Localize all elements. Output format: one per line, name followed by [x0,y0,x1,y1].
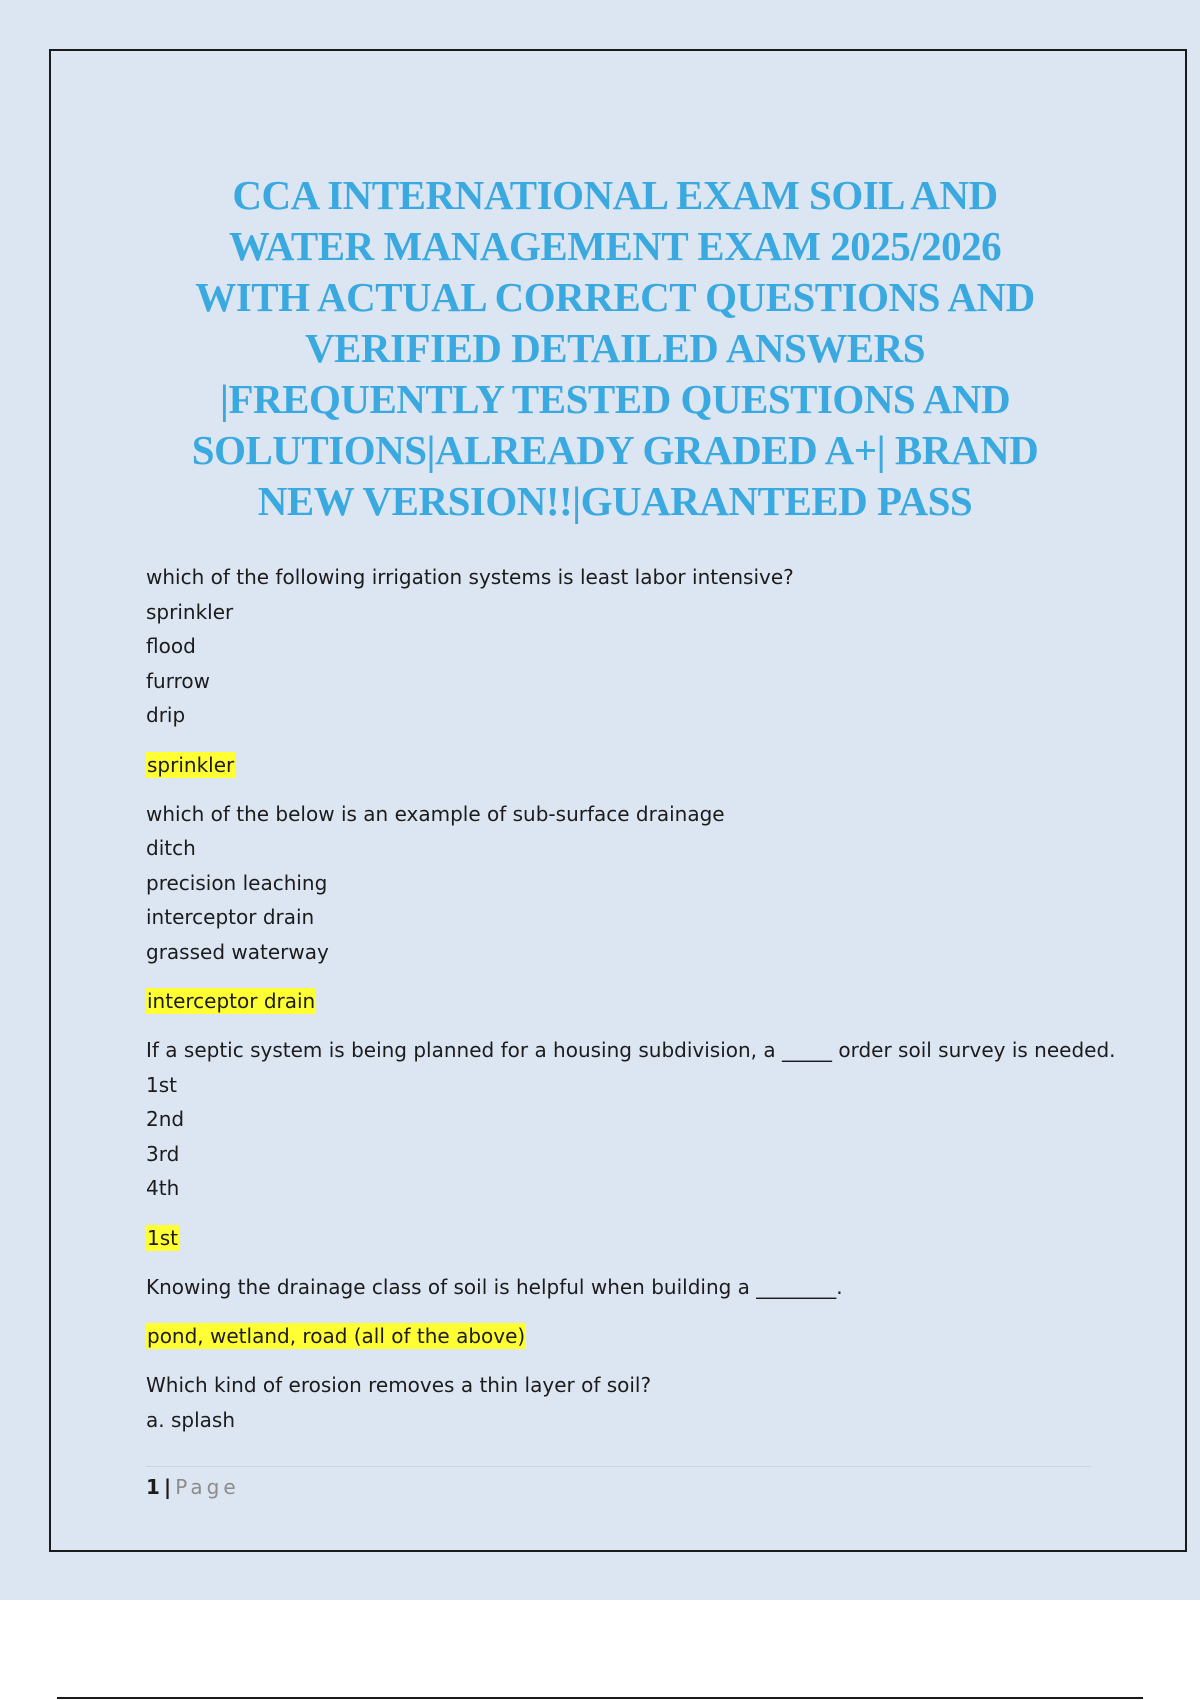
answer-option: flood [146,634,196,658]
title-line: NEW VERSION!!|GUARANTEED PASS [257,478,973,524]
question-block [146,1368,1106,1437]
title-line: SOLUTIONS|ALREADY GRADED A+| BRAND [191,427,1039,473]
answer-option: 4th [146,1176,180,1200]
answer-option: drip [146,703,186,727]
answer-option: sprinkler [146,599,234,624]
title-line: |FREQUENTLY TESTED QUESTIONS AND [219,376,1011,422]
footer-separator: | [163,1475,172,1499]
page-number: 1 [146,1475,160,1499]
page-label: Page [175,1475,240,1499]
document-title [120,170,1110,527]
title-line: CCA INTERNATIONAL EXAM SOIL AND [232,172,998,218]
answer-option: 2nd [146,1107,185,1131]
highlighted-answer: pond, wetland, road (all of the above) [147,1324,526,1348]
question-block [146,1033,1116,1254]
title-line: WITH ACTUAL CORRECT QUESTIONS AND [195,274,1035,320]
question-block [146,1270,1106,1353]
answer-option: 1st [146,1072,177,1097]
title-line: VERIFIED DETAILED ANSWERS [304,325,926,371]
answer-option: grassed waterway [146,939,329,964]
highlighted-answer: sprinkler [147,752,235,777]
title-line: WATER MANAGEMENT EXAM 2025/2026 [228,223,1002,269]
answer-option: a. splash [146,1407,235,1432]
question-text: Knowing the drainage class of soil is helpful when building a ________. [146,1274,843,1299]
answer-option: precision leaching [146,870,328,895]
highlighted-answer: 1st [147,1225,178,1250]
page-footer [146,1466,1091,1499]
question-block [146,560,1106,781]
question-text: If a septic system is being planned for a housing subdivision, a _____ order soil survey is needed. [146,1038,1116,1062]
answer-option: ditch [146,836,196,860]
answer-option: 3rd [146,1141,180,1166]
answer-option: furrow [146,668,210,693]
highlighted-answer: interceptor drain [147,989,316,1013]
question-list [146,560,1116,1453]
question-text: Which kind of erosion removes a thin layer of soil? [146,1373,652,1397]
question-text: which of the below is an example of sub-surface drainage [146,801,725,826]
answer-option: interceptor drain [146,905,315,929]
question-block [146,797,1106,1018]
question-text: which of the following irrigation systems is least labor intensive? [146,565,794,589]
next-page-border [57,1697,1143,1699]
